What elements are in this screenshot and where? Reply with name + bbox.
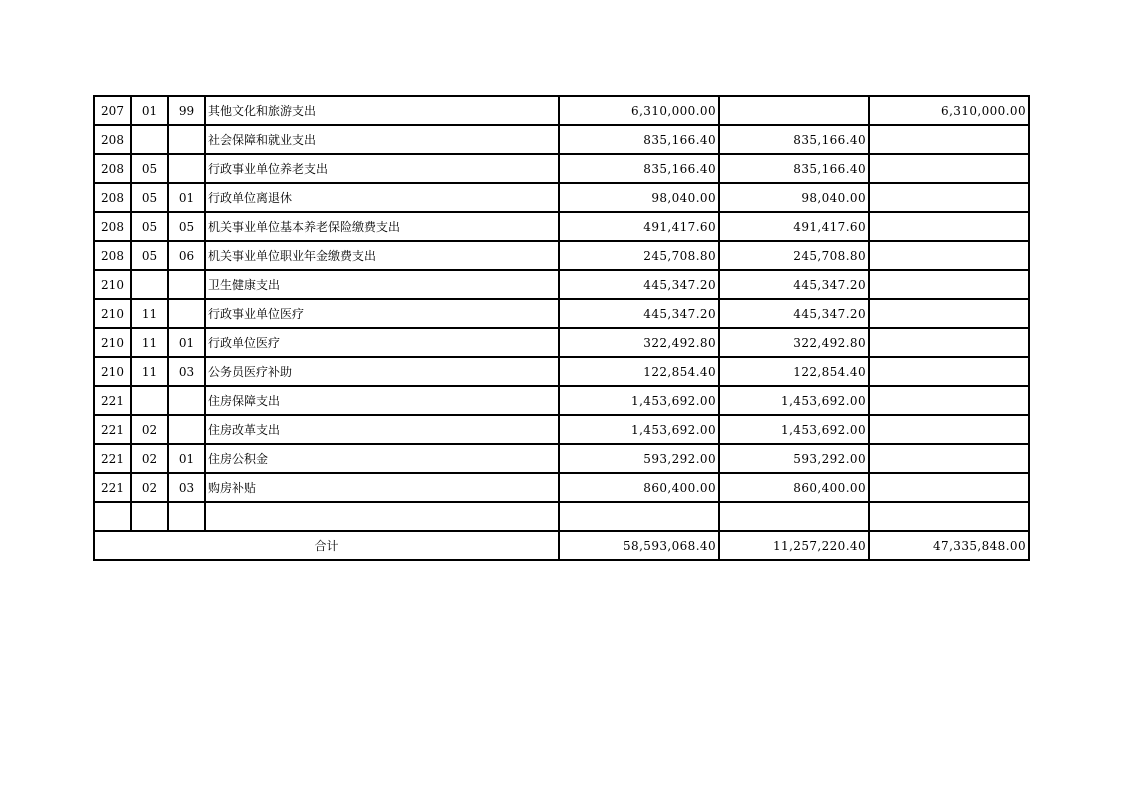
project-expense-cell (869, 357, 1029, 386)
basic-expense-cell: 245,708.80 (719, 241, 869, 270)
table-body (94, 96, 1029, 531)
class-code-cell: 210 (94, 328, 131, 357)
subitem-code-cell (168, 125, 205, 154)
class-code-cell: 210 (94, 299, 131, 328)
class-code-cell: 208 (94, 125, 131, 154)
subitem-code-cell (168, 270, 205, 299)
basic-expense-cell: 445,347.20 (719, 299, 869, 328)
class-code-cell: 208 (94, 212, 131, 241)
project-expense-cell (869, 473, 1029, 502)
class-code-cell: 208 (94, 183, 131, 212)
subitem-code-cell: 01 (168, 328, 205, 357)
total-amount-cell: 835,166.40 (559, 154, 719, 183)
total-amount-cell: 98,040.00 (559, 183, 719, 212)
subitem-code-cell (168, 502, 205, 531)
subject-name-cell: 社会保障和就业支出 (205, 125, 559, 154)
total-amount-cell: 445,347.20 (559, 270, 719, 299)
item-code-cell: 02 (131, 473, 168, 502)
total-amount-cell: 491,417.60 (559, 212, 719, 241)
total-basic: 11,257,220.40 (719, 531, 869, 560)
basic-expense-cell: 860,400.00 (719, 473, 869, 502)
class-code-cell (94, 502, 131, 531)
table-row (94, 96, 1029, 125)
basic-expense-cell: 322,492.80 (719, 328, 869, 357)
total-amount-cell: 322,492.80 (559, 328, 719, 357)
subitem-code-cell (168, 299, 205, 328)
total-amount-cell: 835,166.40 (559, 125, 719, 154)
subject-name-cell: 住房保障支出 (205, 386, 559, 415)
project-expense-cell (869, 183, 1029, 212)
subject-name-cell: 其他文化和旅游支出 (205, 96, 559, 125)
table-row (94, 444, 1029, 473)
subitem-code-cell: 01 (168, 444, 205, 473)
subject-name-cell: 机关事业单位职业年金缴费支出 (205, 241, 559, 270)
project-expense-cell (869, 241, 1029, 270)
class-code-cell: 208 (94, 241, 131, 270)
total-amount-cell: 593,292.00 (559, 444, 719, 473)
project-expense-cell (869, 386, 1029, 415)
subject-name-cell: 行政事业单位医疗 (205, 299, 559, 328)
project-expense-cell: 6,310,000.00 (869, 96, 1029, 125)
item-code-cell: 05 (131, 212, 168, 241)
subject-name-cell: 购房补贴 (205, 473, 559, 502)
class-code-cell: 221 (94, 386, 131, 415)
basic-expense-cell: 491,417.60 (719, 212, 869, 241)
total-project: 47,335,848.00 (869, 531, 1029, 560)
class-code-cell: 210 (94, 270, 131, 299)
item-code-cell: 02 (131, 415, 168, 444)
subitem-code-cell: 03 (168, 357, 205, 386)
table-row (94, 212, 1029, 241)
total-row (94, 531, 1029, 560)
subject-name-cell: 行政事业单位养老支出 (205, 154, 559, 183)
subject-name-cell: 机关事业单位基本养老保险缴费支出 (205, 212, 559, 241)
project-expense-cell (869, 270, 1029, 299)
subitem-code-cell (168, 154, 205, 183)
total-amount-cell: 860,400.00 (559, 473, 719, 502)
subject-name-cell: 行政单位离退休 (205, 183, 559, 212)
subitem-code-cell: 05 (168, 212, 205, 241)
project-expense-cell (869, 299, 1029, 328)
total-amount: 58,593,068.40 (559, 531, 719, 560)
class-code-cell: 210 (94, 357, 131, 386)
subitem-code-cell: 06 (168, 241, 205, 270)
item-code-cell: 11 (131, 328, 168, 357)
item-code-cell (131, 502, 168, 531)
total-amount-cell: 122,854.40 (559, 357, 719, 386)
basic-expense-cell: 445,347.20 (719, 270, 869, 299)
subject-name-cell: 卫生健康支出 (205, 270, 559, 299)
project-expense-cell (869, 328, 1029, 357)
table-row (94, 328, 1029, 357)
item-code-cell (131, 125, 168, 154)
table-row (94, 357, 1029, 386)
item-code-cell (131, 386, 168, 415)
basic-expense-cell: 98,040.00 (719, 183, 869, 212)
class-code-cell: 207 (94, 96, 131, 125)
table-row (94, 299, 1029, 328)
subitem-code-cell (168, 386, 205, 415)
table-row (94, 241, 1029, 270)
item-code-cell: 11 (131, 299, 168, 328)
budget-table (93, 95, 1030, 561)
subject-name-cell: 住房改革支出 (205, 415, 559, 444)
total-amount-cell (559, 502, 719, 531)
basic-expense-cell: 835,166.40 (719, 154, 869, 183)
class-code-cell: 221 (94, 444, 131, 473)
total-amount-cell: 1,453,692.00 (559, 415, 719, 444)
subitem-code-cell: 99 (168, 96, 205, 125)
subitem-code-cell: 03 (168, 473, 205, 502)
total-amount-cell: 1,453,692.00 (559, 386, 719, 415)
total-amount-cell: 245,708.80 (559, 241, 719, 270)
class-code-cell: 208 (94, 154, 131, 183)
project-expense-cell (869, 125, 1029, 154)
project-expense-cell (869, 212, 1029, 241)
basic-expense-cell: 122,854.40 (719, 357, 869, 386)
table-row (94, 473, 1029, 502)
basic-expense-cell: 593,292.00 (719, 444, 869, 473)
item-code-cell: 11 (131, 357, 168, 386)
subject-name-cell (205, 502, 559, 531)
table-row (94, 125, 1029, 154)
total-label: 合计 (94, 531, 559, 560)
total-amount-cell: 6,310,000.00 (559, 96, 719, 125)
basic-expense-cell (719, 502, 869, 531)
total-amount-cell: 445,347.20 (559, 299, 719, 328)
project-expense-cell (869, 154, 1029, 183)
table-row (94, 502, 1029, 531)
project-expense-cell (869, 415, 1029, 444)
item-code-cell: 05 (131, 154, 168, 183)
table-row (94, 154, 1029, 183)
basic-expense-cell: 1,453,692.00 (719, 415, 869, 444)
basic-expense-cell: 835,166.40 (719, 125, 869, 154)
subject-name-cell: 行政单位医疗 (205, 328, 559, 357)
item-code-cell: 05 (131, 241, 168, 270)
item-code-cell: 05 (131, 183, 168, 212)
item-code-cell: 01 (131, 96, 168, 125)
table-row (94, 386, 1029, 415)
project-expense-cell (869, 444, 1029, 473)
item-code-cell (131, 270, 168, 299)
table-row (94, 183, 1029, 212)
subitem-code-cell: 01 (168, 183, 205, 212)
subject-name-cell: 住房公积金 (205, 444, 559, 473)
table-row (94, 415, 1029, 444)
subject-name-cell: 公务员医疗补助 (205, 357, 559, 386)
item-code-cell: 02 (131, 444, 168, 473)
basic-expense-cell (719, 96, 869, 125)
project-expense-cell (869, 502, 1029, 531)
class-code-cell: 221 (94, 415, 131, 444)
class-code-cell: 221 (94, 473, 131, 502)
basic-expense-cell: 1,453,692.00 (719, 386, 869, 415)
table-row (94, 270, 1029, 299)
subitem-code-cell (168, 415, 205, 444)
